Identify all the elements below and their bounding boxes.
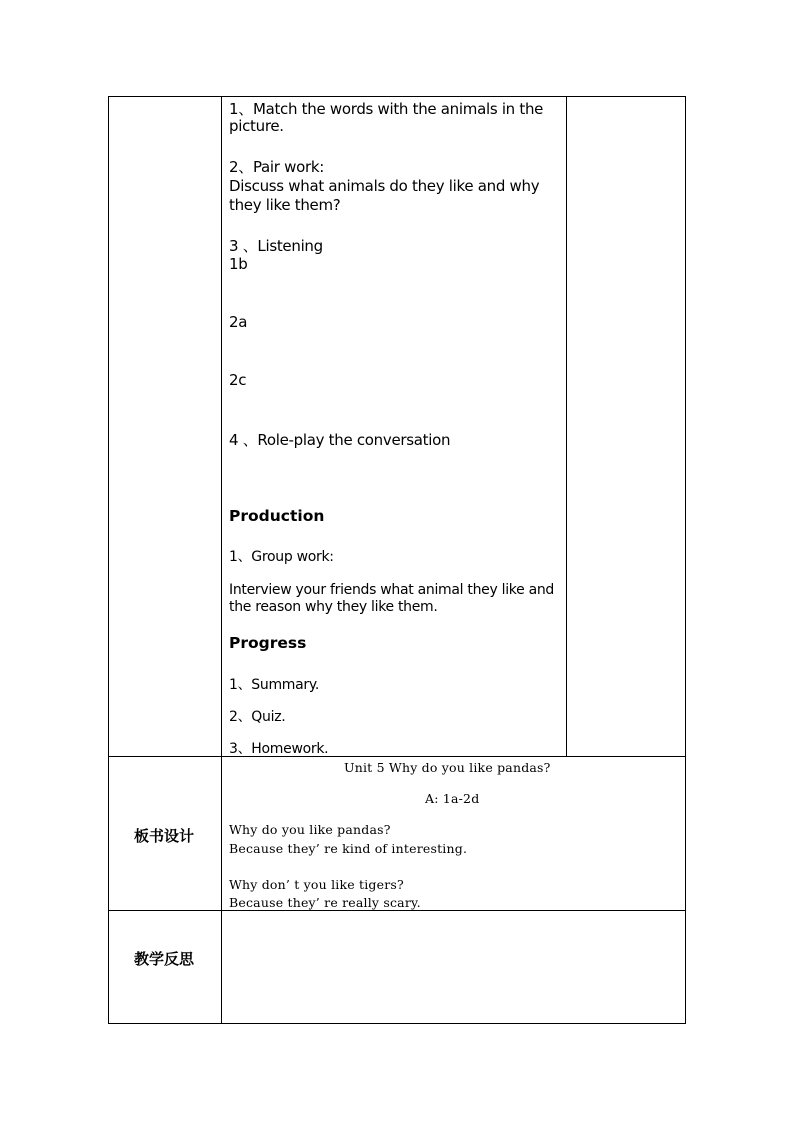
progress-summary: 1、Summary.	[229, 677, 320, 693]
blackboard-answer-1: Because they’ re kind of interesting.	[229, 841, 468, 856]
blackboard-answer-2: Because they’ re really scary.	[229, 895, 421, 910]
blackboard-title: Unit 5 Why do you like pandas?	[344, 760, 551, 775]
activity-2-line1: Discuss what animals do they like and why	[229, 177, 540, 195]
row-divider-1	[108, 756, 686, 757]
activity-4: 4 、Role-play the conversation	[229, 431, 451, 449]
blackboard-label: 板书设计	[134, 827, 195, 845]
production-interview-line2: the reason why they like them.	[229, 599, 438, 615]
progress-quiz: 2、Quiz.	[229, 709, 286, 725]
table-border-right	[685, 96, 686, 1024]
activity-1-line1: 1、Match the words with the animals in the	[229, 100, 544, 118]
table-border-top	[108, 96, 686, 97]
table-border-bottom	[108, 1023, 686, 1024]
activity-3-2c: 2c	[229, 371, 247, 389]
blackboard-question-2: Why don’ t you like tigers?	[229, 877, 404, 892]
activity-2-title: 2、Pair work:	[229, 158, 324, 176]
column-divider-1	[221, 96, 222, 1024]
progress-homework: 3、Homework.	[229, 741, 329, 757]
column-divider-2	[566, 96, 567, 756]
progress-heading: Progress	[229, 634, 307, 652]
production-group-work: 1、Group work:	[229, 549, 334, 565]
reflection-label: 教学反思	[134, 950, 195, 968]
activity-3-title: 3 、Listening	[229, 237, 323, 255]
activity-3-2a: 2a	[229, 313, 248, 331]
blackboard-question-1: Why do you like pandas?	[229, 822, 391, 837]
production-interview-line1: Interview your friends what animal they like and	[229, 582, 555, 598]
blackboard-section: A: 1a-2d	[425, 791, 480, 806]
activity-3-1b: 1b	[229, 255, 248, 273]
table-border-left	[108, 96, 109, 1024]
activity-2-line2: they like them?	[229, 196, 341, 214]
activity-1-line2: picture.	[229, 117, 284, 135]
row-divider-2	[108, 910, 686, 911]
production-heading: Production	[229, 507, 325, 525]
